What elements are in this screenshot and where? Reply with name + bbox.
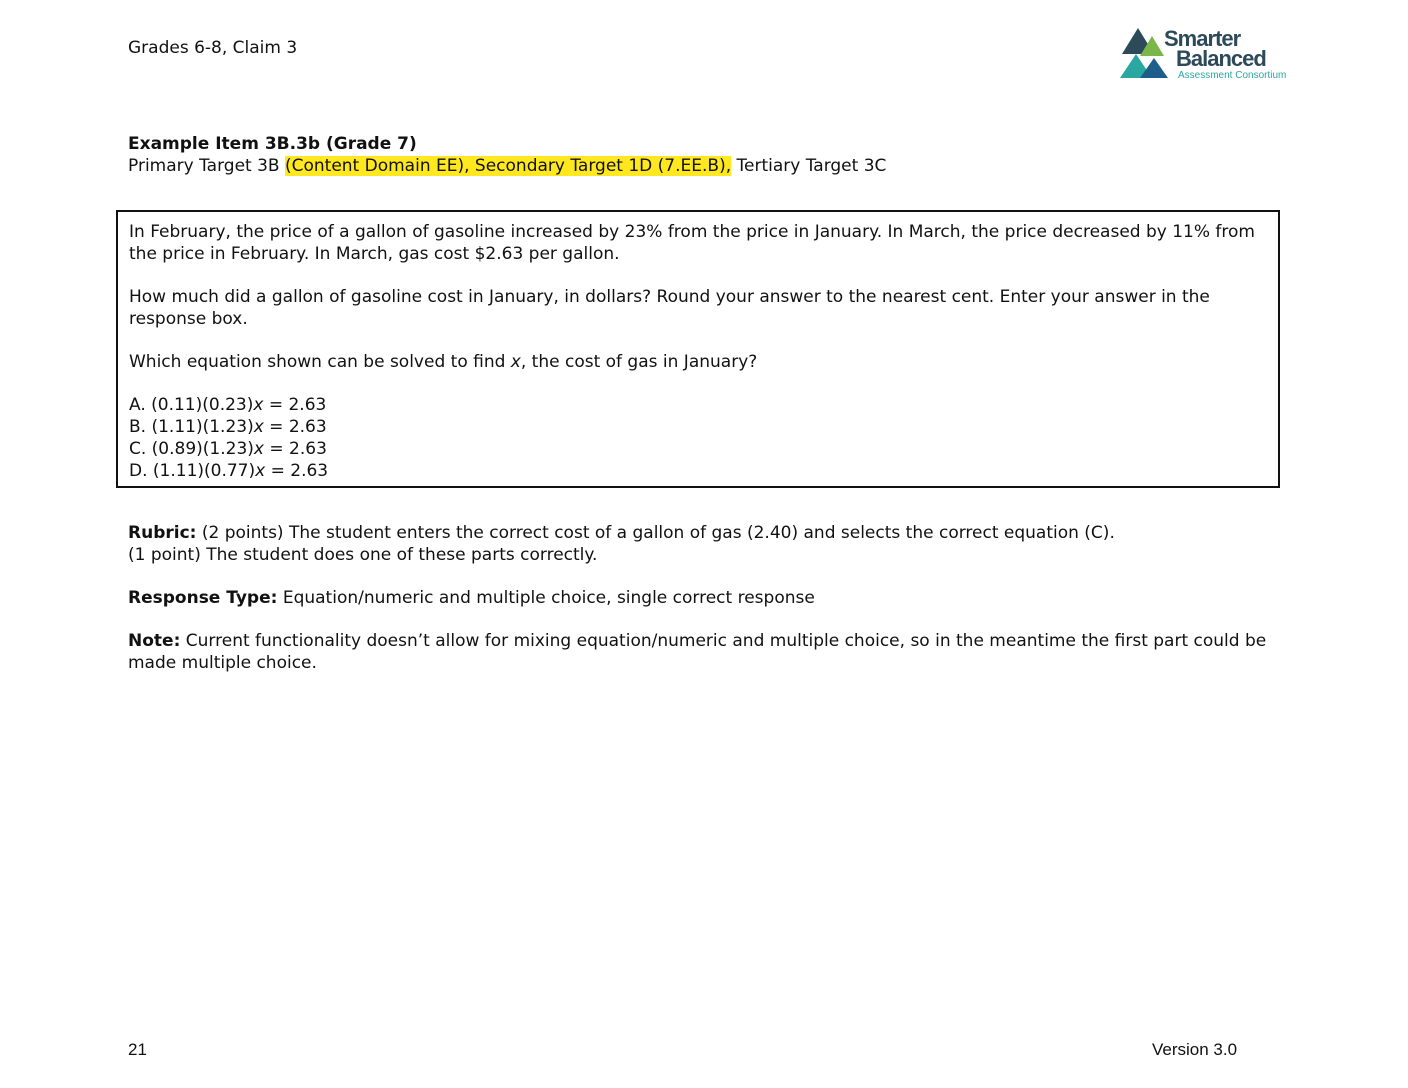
choice-a-suffix: = 2.63 xyxy=(263,395,327,415)
question-box xyxy=(116,210,1280,488)
page-header: Grades 6-8, Claim 3 xyxy=(128,38,298,58)
choice-b-suffix: = 2.63 xyxy=(263,417,327,437)
response-type-text: Equation/numeric and multiple choice, single correct response xyxy=(277,588,815,608)
stem3-variable: x xyxy=(510,352,521,372)
note-label: Note: xyxy=(128,631,181,651)
targets-prefix: Primary Target 3B xyxy=(128,156,285,176)
choice-b-variable: x xyxy=(253,417,264,437)
choice-a-prefix: A. (0.11)(0.23) xyxy=(129,395,254,415)
response-type-label: Response Type: xyxy=(128,588,278,608)
question-stem-3 xyxy=(129,351,1268,373)
rubric-line-2: (1 point) The student does one of these parts correctly. xyxy=(128,545,598,565)
question-stem-1: In February, the price of a gallon of gasoline increased by 23% from the price in January. In March, the price decreased by 11% from the price in February. In March, gas cost $2.63 per gallon. xyxy=(129,222,1255,264)
stem3-before: Which equation shown can be solved to find xyxy=(129,352,511,372)
answer-choices xyxy=(129,394,1268,482)
choice-d-suffix: = 2.63 xyxy=(265,461,329,481)
logo-line1: Smarter xyxy=(1164,26,1241,51)
choice-c-prefix: C. (0.89)(1.23) xyxy=(129,439,254,459)
rubric xyxy=(128,522,1268,566)
note xyxy=(128,630,1268,674)
choice-d-prefix: D. (1.11)(0.77) xyxy=(129,461,256,481)
logo-line3: Assessment Consortium xyxy=(1178,70,1287,81)
note-text: Current functionality doesn’t allow for mixing equation/numeric and multiple choice, so in the meantime the first part could be made multiple choice. xyxy=(128,631,1267,673)
targets-highlight: (Content Domain EE), Secondary Target 1D (7.EE.B), xyxy=(284,156,732,176)
choice-c-variable: x xyxy=(253,439,264,459)
response-type xyxy=(128,587,1268,609)
logo-line2: Balanced xyxy=(1176,46,1266,71)
item-title-block xyxy=(128,133,886,177)
stem3-after: , the cost of gas in January? xyxy=(520,352,758,372)
choice-b xyxy=(129,416,1268,438)
smarter-balanced-logo xyxy=(1118,26,1288,86)
choice-d xyxy=(129,460,1268,482)
choice-d-variable: x xyxy=(255,461,266,481)
page-number: 21 xyxy=(128,1040,147,1059)
choice-c xyxy=(129,438,1268,460)
version-label: Version 3.0 xyxy=(1152,1040,1238,1059)
choice-b-prefix: B. (1.11)(1.23) xyxy=(129,417,254,437)
rubric-line-1: (2 points) The student enters the correct cost of a gallon of gas (2.40) and selects the correct equation (C). xyxy=(196,523,1115,543)
rubric-block xyxy=(128,522,1268,695)
rubric-label: Rubric: xyxy=(128,523,197,543)
choice-c-suffix: = 2.63 xyxy=(263,439,327,459)
question-stem-2: How much did a gallon of gasoline cost in January, in dollars? Round your answer to the nearest cent. Enter your answer in the response box. xyxy=(129,287,1210,329)
targets-suffix: Tertiary Target 3C xyxy=(731,156,887,176)
choice-a-variable: x xyxy=(253,395,264,415)
item-title: Example Item 3B.3b (Grade 7) xyxy=(128,134,417,154)
item-targets xyxy=(128,155,886,177)
choice-a xyxy=(129,394,1268,416)
